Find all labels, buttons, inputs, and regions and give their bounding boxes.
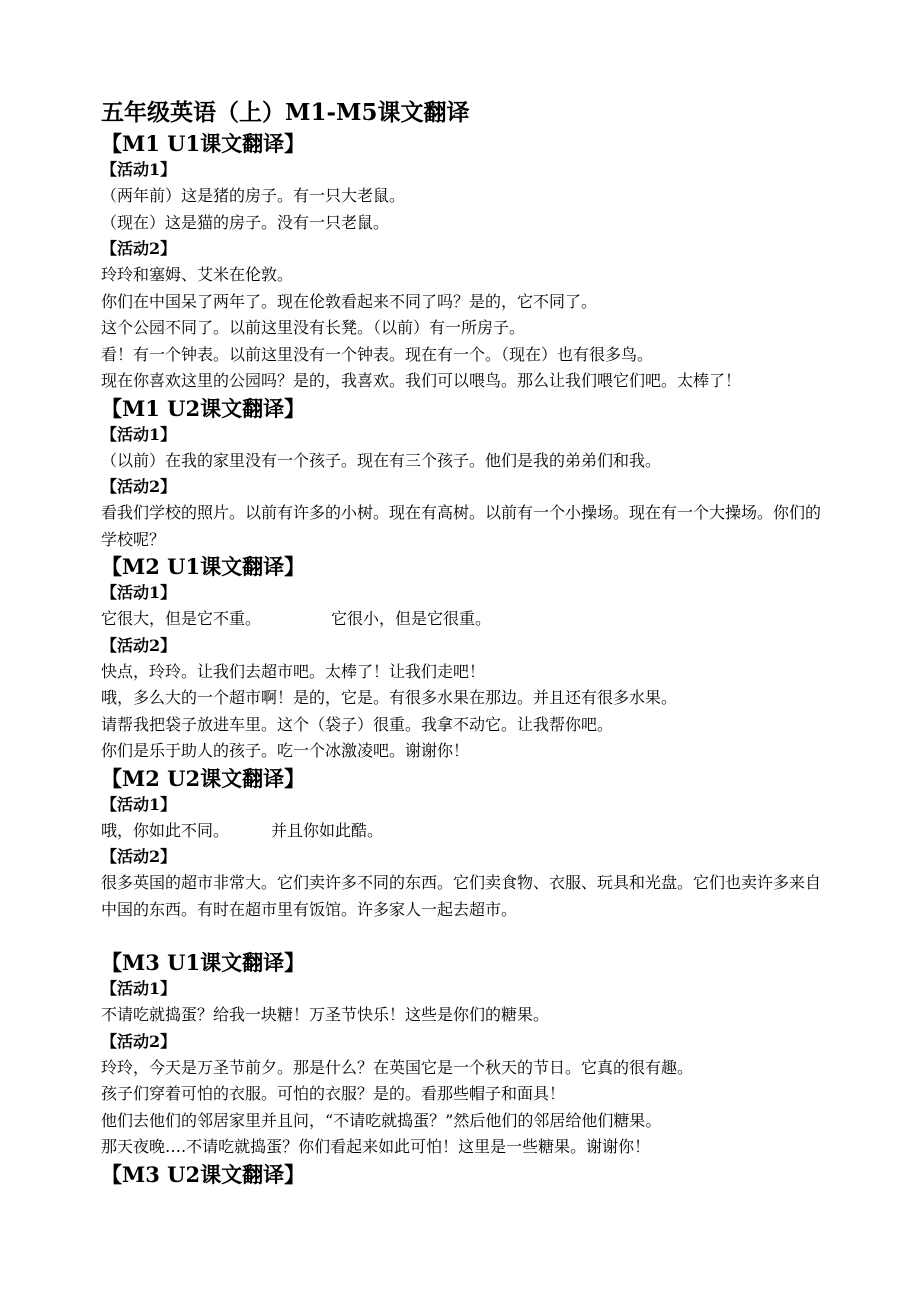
section-m3-u2 (101, 1161, 831, 1188)
document-body (101, 96, 831, 1188)
text-line: 这个公园不同了。以前这里没有长凳。（以前）有一所房子。 (101, 318, 526, 337)
text-line: （以前）在我的家里没有一个孩子。现在有三个孩子。他们是我的弟弟们和我。 (101, 450, 662, 470)
activity-label: 【活动2】 (101, 239, 177, 258)
section-m1-u2 (101, 395, 831, 554)
text-line: 哦，多么大的一个超市啊！是的，它是。有很多水果在那边。并且还有很多水果。 (101, 688, 678, 707)
activity-label: 【活动1】 (101, 424, 177, 444)
text-line: 请帮我把袋子放进车里。这个（袋子）很重。我拿不动它。让我帮你吧。 (101, 714, 614, 734)
text-line: 看！有一个钟表。以前这里没有一个钟表。现在有一个。（现在）也有很多鸟。 (101, 344, 654, 364)
section-heading: 【M1 U2课文翻译】 (101, 395, 306, 421)
text-paragraph: 看我们学校的照片。以前有许多的小树。现在有高树。以前有一个小操场。现在有一个大操场。你们的学校呢？ (101, 503, 822, 549)
activity-label: 【活动2】 (101, 477, 177, 496)
text-line: 孩子们穿着可怕的衣服。可怕的衣服？是的。看那些帽子和面具！ (101, 1084, 566, 1103)
activity-label: 【活动2】 (101, 1031, 177, 1051)
text-line: （两年前）这是猪的房子。有一只大老鼠。 (101, 186, 406, 205)
text-line: （现在）这是猫的房子。没有一只老鼠。 (101, 212, 390, 232)
text-line: 你们在中国呆了两年了。现在伦敦看起来不同了吗？是的，它不同了。 (101, 291, 598, 311)
text-line-pair (101, 818, 831, 845)
section-heading: 【M2 U2课文翻译】 (101, 765, 306, 791)
pair-right-text: 并且你如此酷。 (271, 820, 384, 840)
section-m3-u1 (101, 949, 831, 1161)
section-heading: 【M2 U1课文翻译】 (101, 554, 306, 579)
text-line: 那天夜晚….不请吃就捣蛋？你们看起来如此可怕！这里是一些糖果。谢谢你！ (101, 1137, 651, 1156)
activity-label: 【活动2】 (101, 847, 177, 866)
activity-label: 【活动1】 (101, 160, 177, 179)
text-line: 玲玲，今天是万圣节前夕。那是什么？在英国它是一个秋天的节日。它真的很有趣。 (101, 1057, 694, 1077)
text-line-pair (101, 606, 831, 633)
text-line: 不请吃就捣蛋？给我一块糖！万圣节快乐！这些是你们的糖果。 (101, 1005, 550, 1024)
text-paragraph: 很多英国的超市非常大。它们卖许多不同的东西。它们卖食物、衣服、玩具和光盘。它们也卖许多来自中国的东西。有时在超市里有饭馆。许多家人一起去超市。 (101, 873, 822, 919)
activity-label: 【活动1】 (101, 979, 177, 998)
section-heading: 【M1 U1课文翻译】 (101, 131, 306, 156)
pair-right-text: 它很小，但是它很重。 (331, 609, 492, 628)
activity-label: 【活动2】 (101, 635, 177, 655)
text-line: 快点，玲玲。让我们去超市吧。太棒了！让我们走吧！ (101, 661, 486, 681)
text-line: 他们去他们的邻居家里并且问，“不请吃就捣蛋？”然后他们的邻居给他们糖果。 (101, 1110, 662, 1130)
activity-label: 【活动1】 (101, 794, 177, 814)
text-line: 现在你喜欢这里的公园吗？是的，我喜欢。我们可以喂鸟。那么让我们喂它们吧。太棒了！ (101, 371, 742, 390)
section-m2-u1 (101, 553, 831, 765)
text-line: 玲玲和塞姆、艾米在伦敦。 (101, 265, 294, 284)
pair-left-text: 它很大，但是它不重。 (101, 609, 262, 628)
section-heading: 【M3 U2课文翻译】 (101, 1161, 306, 1187)
section-heading: 【M3 U1课文翻译】 (101, 950, 306, 975)
document-title: 五年级英语（上）M1-M5课文翻译 (101, 99, 470, 126)
section-m2-u2 (101, 765, 831, 924)
section-m1-u1 (101, 130, 831, 395)
text-line: 你们是乐于助人的孩子。吃一个冰激凌吧。谢谢你！ (101, 741, 470, 760)
activity-label: 【活动1】 (101, 583, 177, 602)
pair-left-text: 哦，你如此不同。 (101, 820, 230, 840)
